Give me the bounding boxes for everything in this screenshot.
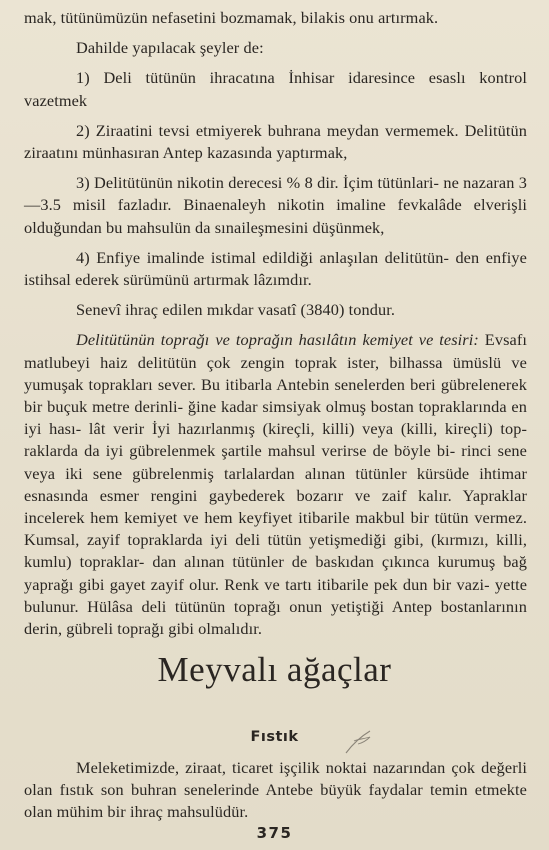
text-line: iyi deli tütün yetişmediği gibi, (kırmızı, killi, kumlu) topraklar- <box>24 530 527 572</box>
text-line: lât verir İyi hazırlanmış (kireçli, killi) veya (killi, kireçli) top- <box>88 419 527 439</box>
paragraph-continuation <box>24 7 527 29</box>
text-line: den enfiye istihsal ederek sürümünü artırmak lâzımdır. <box>24 247 527 290</box>
text-line: rinci sene veya iki sene gübrelenmiş tarlalardan alınan tütünler <box>24 441 527 483</box>
closing-text <box>24 757 527 824</box>
text-line: dan alınan tütünler de baskıdan çıkınca kurumuş bağ yaprağı <box>24 552 527 594</box>
section-title: Meyvalı ağaçlar <box>157 650 392 689</box>
text-line: raklarda da iyi gübrelenmek şartile mahsul verirse de böyle bi- <box>24 441 456 461</box>
text-line: itibarile makbul bir tütün vermez. Kumsal, zayif topraklarda <box>24 508 527 550</box>
text-line: ne nazaran 3—3.5 misil fazladır. Binaenaleyh nikotin imaline <box>24 173 527 215</box>
page-number: 375 <box>256 824 293 842</box>
paragraph-export-quantity <box>24 299 527 321</box>
text-line: fevkalâde elverişli olduğundan bu mahsulün da sınaileşmesini <box>24 195 527 237</box>
text-line: kontrol vazetmek <box>24 68 527 110</box>
text-line: zaif kalır. Yapraklar incelerek hem kemiyet ve hem keyfiyet <box>24 485 528 528</box>
italic-heading: Delitütünün toprağı ve toprağın hasılâtın kemiyet ve tesiri: <box>76 330 479 350</box>
paragraph-fistik <box>24 757 527 824</box>
text-line: mak, tütünümüzün nefasetini bozmamak, bilakis onu artırmak. <box>24 8 439 27</box>
text-line: ğine kadar simsiyak olmuş bostan topraklarında en iyi hası- <box>24 397 527 439</box>
paragraph-item-3 <box>24 172 527 239</box>
body-text <box>24 7 527 640</box>
pencil-mark-icon <box>340 727 380 757</box>
paragraph-item-2 <box>24 120 527 164</box>
paragraph-soil <box>24 329 527 640</box>
text-line: Meleketimizde, ziraat, ticaret işçilik noktai nazarından çok <box>76 758 476 777</box>
text-line: bostanlarının derin, gübreli toprağı gibi olmalıdır. <box>24 596 527 639</box>
text-line: düşünmek, <box>312 217 385 237</box>
text-line: Delitütün ziraatını münhasıran Antep kazasında yaptırmak, <box>24 120 527 163</box>
text-line: 2) Ziraatini tevsi etmiyerek buhrana meydan vermemek. <box>76 120 459 140</box>
text-line: ister, bilhassa ümüslü ve yumuşak toprakları sever. Bu itibarla <box>24 352 527 394</box>
section-subtitle: Fıstık <box>250 729 299 745</box>
paragraph-item-1 <box>24 67 527 111</box>
text-line: Senevî ihraç edilen mıkdar vasatî (3840) tondur. <box>76 300 396 320</box>
paragraph-dahilde <box>24 37 527 59</box>
text-line: Dahilde yapılacak şeyler de: <box>76 38 264 58</box>
text-line: 1) Deli tütünün ihracatına İnhisar idaresince esaslı <box>76 68 466 88</box>
text-line: yette bulunur. Hülâsa deli tütünün toprağı onun yetiştiği Antep <box>24 574 528 616</box>
text-line: 4) Enfiye imalinde istimal edildiği anlaşılan delitütün- <box>76 247 449 267</box>
paragraph-item-4 <box>24 247 527 291</box>
text-line: kürsüde ihtimar esnasında esmer rengini gaybederek bozarır ve <box>24 463 527 505</box>
text-line: değerli olan fıstık son buhran senelerinde Antebe büyük faydalar <box>24 758 527 800</box>
text-line: Antebin senelerden beri gübrelenerek bir buçuk metre derinli- <box>24 374 527 417</box>
text-line: 3) Delitütünün nikotin derecesi % 8 dir. İçim tütünlari- <box>76 173 440 193</box>
text-line: temin etmekte olan mühim bir ihraç mahsulüdür. <box>24 780 527 822</box>
text-line: Evsafı matlubeyi haiz delitütün çok zengin toprak <box>24 330 527 372</box>
text-line: gibi gayet zayif olur. Renk ve tartı itibarile pek dun bir vazi- <box>78 574 490 594</box>
